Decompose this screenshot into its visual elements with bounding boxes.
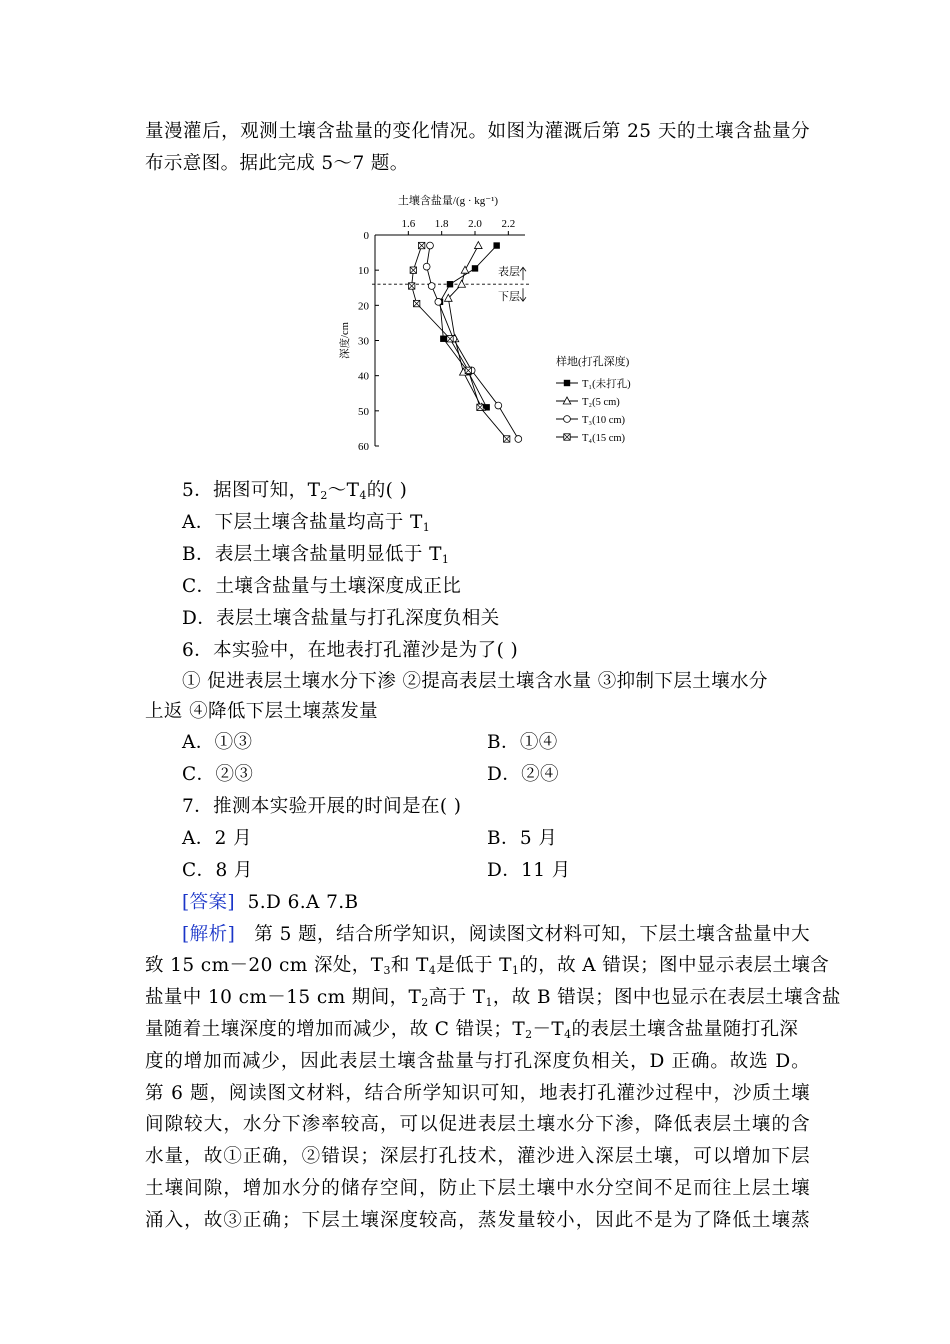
q5-option-d: D．表层土壤含盐量与打孔深度负相关	[182, 608, 500, 629]
legend-title: 样地(打孔深度)	[556, 356, 630, 368]
data-point-t3-shape	[428, 283, 435, 290]
data-point-t4	[408, 283, 414, 289]
intro-line-1: 量漫灌后，观测土壤含盐量的变化情况。如图为灌溉后第 25 天的土壤含盐量分	[145, 121, 810, 142]
upper-layer-label: 表层	[498, 266, 520, 279]
data-point-t4	[413, 300, 419, 306]
legend-marker-t2-shape	[563, 397, 571, 404]
y-tick-label: 0	[363, 230, 369, 242]
q5-option-b-sub: 1	[441, 553, 450, 566]
data-point-t2	[475, 242, 483, 249]
analysis-line-5: 度的增加而减少，因此表层土壤含盐量与打孔深度负相关，D 正确。故选 D。	[145, 1051, 810, 1072]
analysis-line-9: 土壤间隙，增加水分的储存空间，防止下层土壤中水分空间不足而往上层土壤	[145, 1178, 810, 1199]
data-point-t4	[447, 336, 453, 342]
legend-label-t4: T₄(15 cm)	[582, 433, 626, 444]
soil-salinity-chart	[330, 190, 660, 460]
analysis-sub: 4	[428, 964, 437, 977]
data-point-t4	[418, 242, 424, 248]
q6-options-row-1	[182, 731, 847, 755]
analysis-line-1	[182, 923, 810, 947]
x-tick-label: 1.6	[401, 218, 416, 230]
legend-marker-t3	[564, 416, 571, 423]
analysis-text: 和 T	[390, 955, 429, 976]
intro-line-2: 布示意图。据此完成 5～7 题。	[145, 153, 409, 174]
x-tick-label: 2.0	[468, 218, 482, 230]
y-axis-label: 深度/cm	[340, 322, 351, 359]
analysis-text: 的表层土壤含盐量随打孔深	[571, 1019, 799, 1040]
y-tick-label: 40	[358, 370, 369, 383]
data-point-t1	[493, 242, 499, 248]
q6-option-a: A．①③	[182, 732, 253, 753]
analysis-text: 是低于 T	[436, 955, 512, 976]
legend-label-t2: T₂(5 cm)	[582, 397, 620, 408]
data-point-t1	[440, 336, 446, 342]
chart-title: 土壤含盐量/(g · kg⁻¹)	[397, 195, 499, 207]
data-point-t1-shape	[472, 265, 478, 271]
analysis-sub: 2	[525, 1028, 533, 1041]
y-tick-label: 10	[358, 265, 369, 278]
legend-marker-t3-shape	[564, 416, 571, 423]
q7-option-a: A．2 月	[182, 828, 253, 849]
data-point-t3-shape	[423, 263, 430, 270]
data-point-t3	[423, 263, 430, 270]
q5-option-a-text: A．下层土壤含盐量均高于 T	[182, 512, 423, 533]
analysis-label: [解析]	[182, 924, 236, 945]
q5-stem	[182, 479, 847, 503]
q5-stem-sub: 2	[320, 489, 328, 502]
data-point-t2	[461, 266, 469, 273]
analysis-text: 高于 T	[428, 987, 486, 1008]
lower-layer-label: 下层	[498, 291, 520, 304]
answer-text: 5.D 6.A 7.B	[247, 892, 359, 913]
y-tick-label: 60	[358, 441, 369, 453]
analysis-text: 量随着土壤深度的增加而减少，故 C 错误；T	[145, 1019, 526, 1040]
data-point-t1-shape	[493, 242, 499, 248]
analysis-line-3	[145, 986, 841, 1010]
data-point-t3-shape	[435, 298, 442, 305]
data-point-t3-shape	[495, 402, 502, 409]
y-tick-label: 20	[358, 300, 369, 313]
data-point-t3	[515, 436, 522, 443]
data-point-t4	[477, 404, 483, 410]
data-point-t3	[435, 298, 442, 305]
data-point-t2-shape	[475, 242, 483, 249]
data-point-t2	[458, 280, 466, 287]
data-point-t1-shape	[447, 281, 453, 287]
answer-label: [答案]	[182, 892, 236, 913]
q7-options-row-2	[182, 859, 847, 883]
data-point-t4	[410, 267, 416, 273]
y-tick-label: 50	[358, 405, 369, 418]
legend-label-t3: T₃(10 cm)	[582, 415, 626, 426]
data-point-t3	[428, 283, 435, 290]
legend-label-t1: T₁(未打孔)	[582, 379, 631, 390]
data-point-t3-shape	[427, 242, 434, 249]
q5-option-a-sub: 1	[422, 521, 431, 534]
q7-stem: 7．推测本实验开展的时间是在( )	[182, 796, 462, 817]
analysis-line-2	[145, 954, 830, 978]
data-point-t2-shape	[458, 280, 466, 287]
analysis-line-8: 水量，故①正确，②错误；深层打孔技术，灌沙进入深层土壤，可以增加下层	[145, 1146, 810, 1167]
analysis-sub: 3	[383, 964, 391, 977]
y-tick-label: 30	[358, 335, 369, 348]
q5-stem-part: 的( )	[366, 480, 408, 501]
analysis-sub: 4	[564, 1028, 572, 1041]
data-point-t1	[472, 265, 478, 271]
analysis-sub: 1	[511, 964, 520, 977]
q6-options-row-2	[182, 763, 847, 787]
q7-option-b: B．5 月	[487, 828, 558, 849]
analysis-sub: 2	[421, 996, 429, 1009]
analysis-line-6: 第 6 题，阅读图文材料，结合所学知识可知，地表打孔灌沙过程中，沙质土壤	[145, 1083, 810, 1104]
q6-option-b: B．①④	[487, 732, 558, 753]
q5-option-b-text: B．表层土壤含盐量明显低于 T	[182, 544, 442, 565]
q6-items-line-1: ① 促进表层土壤水分下渗 ②提高表层土壤含水量 ③抑制下层土壤水分	[182, 671, 768, 692]
analysis-text: 盐量中 10 cm－15 cm 期间，T	[145, 987, 422, 1008]
analysis-sub: 1	[485, 996, 493, 1009]
legend-marker-t4	[564, 434, 570, 440]
analysis-text: －T	[532, 1019, 565, 1040]
x-tick-label: 1.8	[434, 218, 449, 230]
data-point-t3-shape	[515, 436, 522, 443]
q5-option-c: C．土壤含盐量与土壤深度成正比	[182, 576, 462, 597]
q5-option-b	[182, 543, 847, 567]
data-point-t4	[465, 367, 471, 373]
analysis-line-10: 涌入，故③正确；下层土壤深度较高，蒸发量较小，因此不是为了降低土壤蒸	[145, 1210, 810, 1231]
analysis-line-7: 间隙较大，水分下渗率较高，可以促进表层土壤水分下渗，降低表层土壤的含	[145, 1114, 810, 1135]
analysis-text: ，故 B 错误；图中也显示在表层土壤含盐	[492, 987, 841, 1008]
x-tick-label: 2.2	[501, 218, 516, 230]
q5-option-a	[182, 511, 847, 535]
analysis-text: 第 5 题，结合所学知识，阅读图文材料可知，下层土壤含盐量中大	[254, 924, 810, 945]
legend-marker-t2	[563, 397, 571, 404]
analysis-text: 致 15 cm－20 cm 深处，T	[145, 955, 384, 976]
data-point-t4	[503, 436, 509, 442]
legend-marker-t1-shape	[564, 380, 570, 386]
q6-items-line-2: 上返 ④降低下层土壤蒸发量	[145, 701, 379, 722]
data-point-t1-shape	[440, 336, 446, 342]
q7-option-c: C．8 月	[182, 860, 253, 881]
arrow-down-icon	[520, 288, 526, 301]
arrow-up-icon	[520, 267, 526, 280]
series-line-t4	[412, 246, 507, 439]
q5-stem-part: 5．据图可知，T	[182, 480, 321, 501]
data-point-t1	[447, 281, 453, 287]
q6-option-c: C．②③	[182, 764, 254, 785]
analysis-text: 的，故 A 错误；图中显示表层土壤含	[519, 955, 830, 976]
q5-stem-part: ～T	[327, 480, 360, 501]
data-point-t2-shape	[461, 266, 469, 273]
data-point-t3	[495, 402, 502, 409]
q5-stem-sub: 4	[359, 489, 367, 502]
data-point-t3	[427, 242, 434, 249]
analysis-line-4	[145, 1018, 810, 1042]
legend-marker-t1	[564, 380, 570, 386]
q6-option-d: D．②④	[487, 764, 559, 785]
q7-options-row-1	[182, 827, 847, 851]
answer-line	[182, 891, 847, 915]
q6-stem: 6．本实验中，在地表打孔灌沙是为了( )	[182, 640, 519, 661]
q7-option-d: D．11 月	[487, 860, 571, 881]
